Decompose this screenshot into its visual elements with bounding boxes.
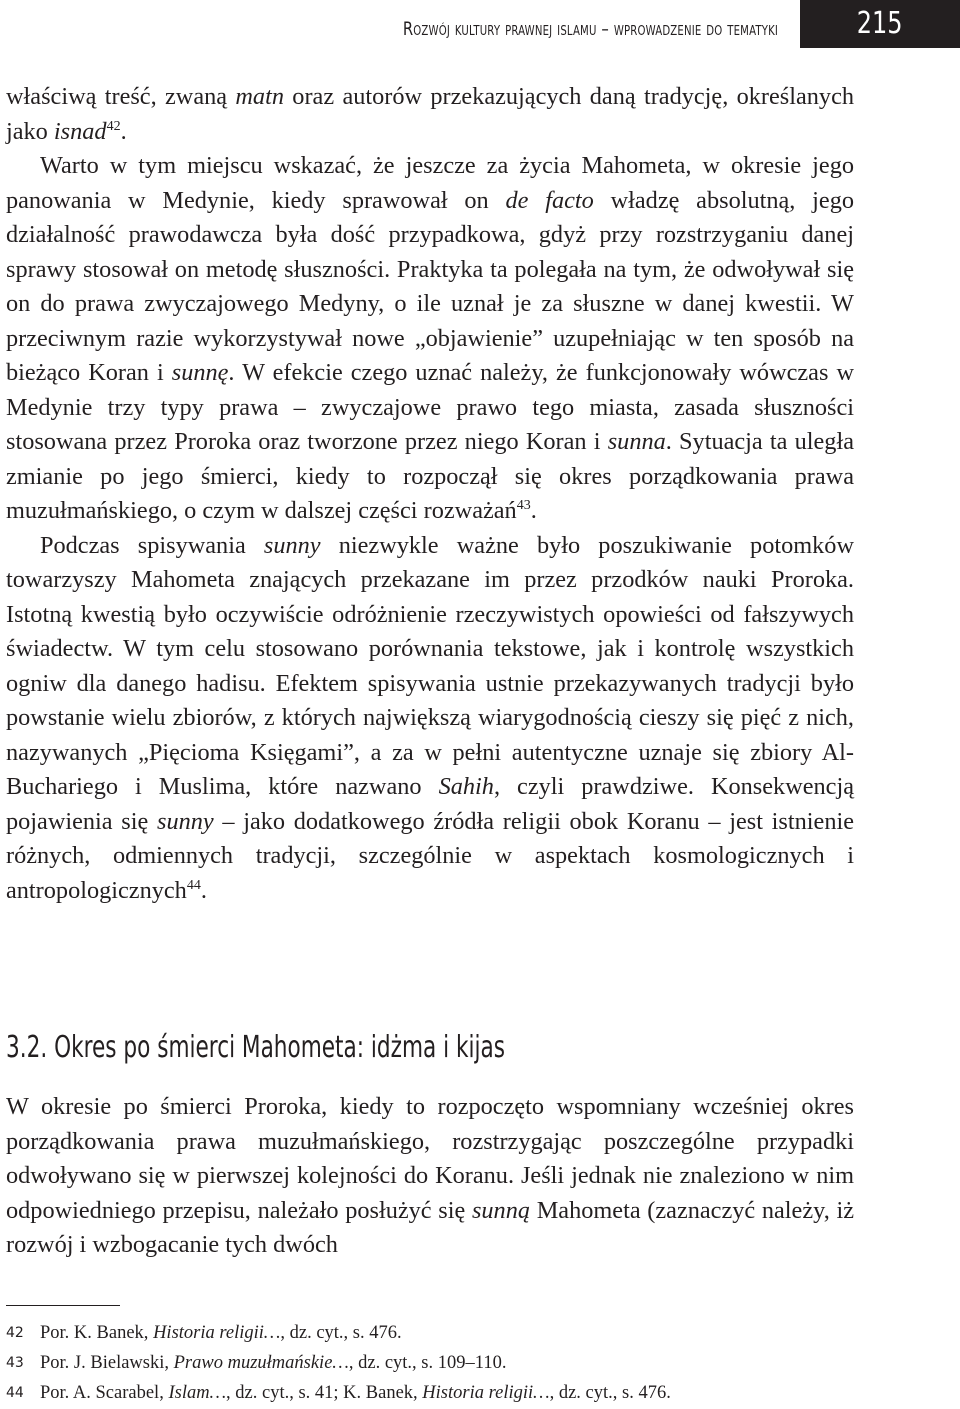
body-text xyxy=(6,80,854,908)
italic-title: Islam… xyxy=(168,1383,227,1403)
footnotes xyxy=(6,1318,906,1408)
italic-title: Prawo muzułmańskie… xyxy=(173,1353,349,1373)
italic-term: sunną xyxy=(471,1196,531,1224)
footnote-text xyxy=(40,1378,671,1408)
section-heading: 3.2. Okres po śmierci Mahometa: idżma i kijas xyxy=(6,1030,505,1065)
running-head: Rozwój kultury prawnej islamu – wprowadzenie do tematyki xyxy=(402,18,778,40)
footnote-42 xyxy=(6,1318,906,1348)
text-run: właściwą treść, zwaną xyxy=(6,83,236,110)
page-header xyxy=(0,0,960,58)
footnote-number: 42 xyxy=(6,1325,24,1341)
text-run: Mahometa (zaznaczyć należy, iż rozwój i wzbogacanie tych dwóch xyxy=(6,1196,854,1258)
italic-term: Sahih xyxy=(438,773,494,800)
italic-title: Historia religii… xyxy=(153,1323,281,1343)
text-run: – jako dodatkowego źródła religii obok Koranu – jest istnienie różnych, odmiennych tradycji, szczególnie w aspektach kosmologicznych i antropologicznych xyxy=(6,807,855,904)
text-run: . xyxy=(120,117,127,145)
text-run: , dz. cyt., s. 476. xyxy=(549,1383,671,1403)
footnote-text xyxy=(40,1318,402,1348)
footnote-number: 44 xyxy=(6,1385,24,1401)
footnote-44 xyxy=(6,1378,906,1408)
paragraph-4 xyxy=(6,1090,854,1263)
italic-term: isnad xyxy=(53,117,107,145)
paragraph-1 xyxy=(6,80,854,149)
italic-term: sunna xyxy=(607,428,666,455)
italic-term: de facto xyxy=(505,186,594,214)
page-number-box xyxy=(800,0,960,48)
paragraph-2 xyxy=(6,149,854,529)
text-run: . xyxy=(200,876,207,904)
page-number: 215 xyxy=(857,6,903,41)
italic-term: sunny xyxy=(263,531,321,559)
text-run: Warto w tym miejscu wskazać, że jeszcze za życia Mahometa, w okresie jego panowania w Medynie, kiedy sprawował on xyxy=(6,152,854,214)
text-run: W okresie po śmierci Proroka, kiedy to rozpoczęto wspomniany wcześniej okres porządkowania prawa muzułmańskiego, rozstrzygając poszczególne przypadki odwoływano się w pierwszej kolejności do Koranu. Jeśli jednak nie znaleziono w nim odpowiedniego przepisu, należało posłużyć się xyxy=(6,1093,854,1224)
text-run: oraz autorów przekazujących daną tradycję, określanych jako xyxy=(6,83,854,145)
text-run: . W efekcie czego uznać należy, że funkcjonowały wówczas w Medynie trzy typy prawa – zwyczajowe prawo tego miasta, zasada słuszności stosowana przez Proroka oraz tworzone przez niego Koran i xyxy=(6,359,854,455)
text-run: , dz. cyt., s. 476. xyxy=(280,1323,402,1343)
footnote-43 xyxy=(6,1348,906,1378)
footnote-number: 43 xyxy=(6,1355,24,1371)
text-run: niezwykle ważne było poszukiwanie potomków towarzyszy Mahometa znających przekazane im przez przodków nauki Proroka. Istotną kwestią było oczywiście odróżnienie rzeczywistych opowieści od fałszywych świadectw. W tym celu stosowano porównania tekstowe, jak i kontrolę wszystkich ogniw dla danego hadisu. Efektem spisywania ustnie przekazywanych tradycji było powstanie wielu zbiorów, z których największą wiarygodnością cieszy się pięć z nich, nazywanych „Pięcioma Księgami”, a za w pełni autentyczne uznaje się zbiory Al-Buchariego i Muslima, które nazwano xyxy=(6,531,854,800)
text-run: Podczas spisywania xyxy=(40,531,264,559)
text-run: Por. K. Banek, xyxy=(40,1323,154,1343)
footnote-ref-44[interactable]: 44 xyxy=(186,877,201,893)
text-run: . Sytuacja ta uległa zmianie po jego śmierci, kiedy to rozpoczął się okres porządkowania prawa muzułmańskiego, o czym w dalszej części rozważań xyxy=(6,428,854,524)
footnote-ref-43[interactable]: 43 xyxy=(516,497,531,513)
text-run: Por. A. Scarabel, xyxy=(40,1383,169,1403)
footnote-ref-42[interactable]: 42 xyxy=(106,118,121,134)
paragraph-3 xyxy=(6,529,854,909)
text-run: Por. J. Bielawski, xyxy=(40,1353,174,1373)
footnote-text xyxy=(40,1348,506,1378)
footnote-rule xyxy=(6,1305,120,1306)
italic-term: matn xyxy=(235,83,284,110)
italic-term: sunnę xyxy=(171,359,229,386)
text-run: , czyli prawdziwe. Konsekwencją pojawienia się xyxy=(6,773,854,835)
section-body xyxy=(6,1090,854,1263)
text-run: władzę absolutną, jego działalność prawodawcza była dość przypadkowa, gdyż przy rozstrzyganiu danej sprawy stosował on metodę słuszności. Praktyka ta polegała na tym, że odwoływał się on do prawa zwyczajowego Medyny, o ile uznał je za słuszne w danej kwestii. W przeciwnym razie wykorzystywał nowe „objawienie” uzupełniając w ten sposób na bieżąco Koran i xyxy=(6,186,854,386)
italic-term: sunny xyxy=(157,807,214,835)
text-run: , dz. cyt., s. 109–110. xyxy=(348,1353,507,1373)
text-run: . xyxy=(530,497,537,524)
text-run: , dz. cyt., s. 41; K. Banek, xyxy=(226,1383,423,1403)
italic-title: Historia religii… xyxy=(422,1383,550,1403)
